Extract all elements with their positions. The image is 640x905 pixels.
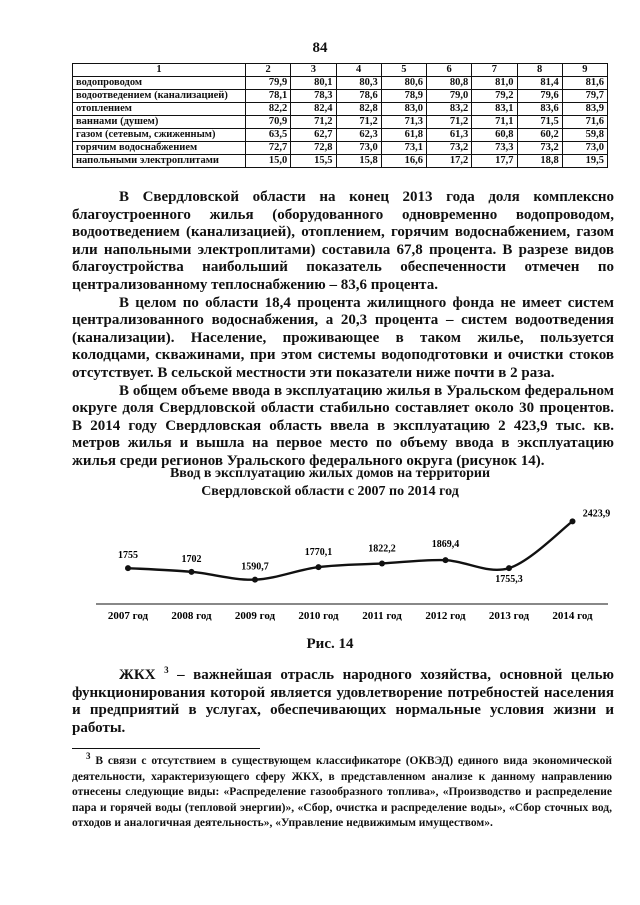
table-header-cell: 1 — [73, 64, 246, 77]
jkh-paragraph — [72, 667, 614, 737]
table-cell: 80,1 — [291, 77, 336, 90]
table-cell: 17,7 — [472, 155, 517, 168]
table-header-cell: 3 — [291, 64, 336, 77]
table-cell: 81,6 — [562, 77, 607, 90]
table-cell: 70,9 — [246, 116, 291, 129]
footnote-ref: 3 — [164, 665, 169, 675]
table-body — [73, 77, 608, 168]
row-label: газом (сетевым, сжиженным) — [73, 129, 246, 142]
row-label: напольными электроплитами — [73, 155, 246, 168]
table-header-cell: 4 — [336, 64, 381, 77]
table-cell: 72,8 — [291, 142, 336, 155]
data-label: 1755 — [118, 550, 138, 562]
table-cell: 71,2 — [336, 116, 381, 129]
x-tick-label: 2007 год — [107, 610, 149, 622]
table-cell: 81,4 — [517, 77, 562, 90]
table-cell: 71,3 — [381, 116, 426, 129]
table-cell: 73,1 — [381, 142, 426, 155]
data-label: 1822,2 — [368, 543, 396, 555]
row-label: горячим водоснабжением — [73, 142, 246, 155]
table-row — [73, 103, 608, 116]
table-header-row — [73, 64, 608, 77]
x-tick-label: 2013 год — [488, 610, 530, 622]
table-header-cell: 5 — [381, 64, 426, 77]
table-cell: 59,8 — [562, 129, 607, 142]
table-cell: 60,2 — [517, 129, 562, 142]
table-row — [73, 77, 608, 90]
chart-title — [0, 465, 640, 501]
table-header-cell: 6 — [427, 64, 472, 77]
table-cell: 79,7 — [562, 90, 607, 103]
jkh-definition: – важнейшая отрасль народного хозяйства, основной целью функционирования которой является удовлетворение потребностей населения и предприятий в услугах, обеспечивающих нормальные условия жизни и работы. — [72, 667, 615, 736]
table-cell: 73,0 — [562, 142, 607, 155]
x-tick-label: 2010 год — [298, 610, 339, 622]
table-cell: 15,0 — [246, 155, 291, 168]
table-cell: 73,0 — [336, 142, 381, 155]
row-label: отоплением — [73, 103, 246, 116]
footnote — [72, 751, 612, 832]
footnote-divider — [72, 748, 260, 749]
table-cell: 17,2 — [427, 155, 472, 168]
footnote-text: В связи с отсутствием в существующем классификаторе (ОКВЭД) единого вида экономической деятельности, характеризующего сферу ЖКХ, в представленном анализе к данному направлению отнесены следующие виды: «Распределение газообразного топлива», «Производство и распределение пара и горячей воды (тепловой энергии)», «Сбор, очистка и распределение воды», «Сбор сточных вод, отходов и аналогичная деятельность», «Управление недвижимым имуществом». — [72, 755, 612, 829]
footnote-marker: 3 — [86, 751, 91, 762]
table-cell: 82,4 — [291, 103, 336, 116]
table-cell: 79,2 — [472, 90, 517, 103]
jkh-paragraph-text — [72, 667, 614, 737]
chart-title-text: Ввод в эксплуатацию жилых домов на территории Свердловской области с 2007 по 2014 год — [169, 466, 491, 499]
table-header-cell: 2 — [246, 64, 291, 77]
x-tick-label: 2008 год — [171, 610, 212, 622]
data-point — [316, 564, 322, 570]
table-cell: 62,3 — [336, 129, 381, 142]
data-label: 1590,7 — [241, 561, 269, 573]
table-cell: 80,6 — [381, 77, 426, 90]
table-cell: 73,2 — [427, 142, 472, 155]
table-cell: 83,6 — [517, 103, 562, 116]
jkh-term: ЖКХ — [119, 667, 156, 683]
table-cell: 16,6 — [381, 155, 426, 168]
table-cell: 18,8 — [517, 155, 562, 168]
table-row — [73, 90, 608, 103]
data-point — [443, 557, 449, 563]
table-row — [73, 155, 608, 168]
row-label: водопроводом — [73, 77, 246, 90]
table-cell: 83,9 — [562, 103, 607, 116]
table-cell: 79,0 — [427, 90, 472, 103]
table-cell: 71,6 — [562, 116, 607, 129]
figure-caption: Рис. 14 — [306, 636, 354, 652]
paragraph-housing-input: В общем объеме ввода в эксплуатацию жилья в Уральском федеральном округе доля Свердловской области стабильно составляет около 30 процентов. В 2014 году Свердловская область ввела в эксплуатацию 2 423,9 тыс. кв. метров жилья и вышла на первое место по объему ввода в эксплуатацию жилья среди регионов Уральского федерального округа (рисунок 14). — [72, 382, 614, 469]
x-tick-label: 2014 год — [552, 610, 593, 622]
data-point — [379, 560, 385, 566]
table-cell: 82,2 — [246, 103, 291, 116]
table-cell: 61,8 — [381, 129, 426, 142]
table-cell: 78,1 — [246, 90, 291, 103]
table-cell: 80,3 — [336, 77, 381, 90]
table-cell: 83,2 — [427, 103, 472, 116]
table-cell: 79,6 — [517, 90, 562, 103]
data-point — [189, 569, 195, 575]
table-header-cell: 7 — [472, 64, 517, 77]
table-cell: 15,5 — [291, 155, 336, 168]
body-text-top — [72, 189, 614, 471]
table-cell: 78,9 — [381, 90, 426, 103]
table-cell: 19,5 — [562, 155, 607, 168]
table-cell: 60,8 — [472, 129, 517, 142]
table-cell: 83,0 — [381, 103, 426, 116]
table-cell: 71,2 — [427, 116, 472, 129]
data-label: 1702 — [181, 553, 202, 565]
table-header-cell: 8 — [517, 64, 562, 77]
data-label: 1770,1 — [304, 547, 333, 559]
chart-tick-layer — [96, 604, 608, 622]
table-row — [73, 116, 608, 129]
table-cell: 73,3 — [472, 142, 517, 155]
data-label: 1869,4 — [431, 539, 460, 551]
row-label: ваннами (душем) — [73, 116, 246, 129]
table-cell: 81,0 — [472, 77, 517, 90]
table-cell: 71,1 — [472, 116, 517, 129]
row-label: водоотведением (канализацией) — [73, 90, 246, 103]
data-label: 1755,3 — [495, 574, 523, 586]
x-tick-label: 2012 год — [425, 610, 466, 622]
housing-amenities-table — [72, 63, 608, 168]
table-cell: 78,3 — [291, 90, 336, 103]
table-header-cell: 9 — [562, 64, 607, 77]
chart-point-layer — [125, 518, 576, 582]
x-tick-label: 2011 год — [362, 610, 402, 622]
table-cell: 62,7 — [291, 129, 336, 142]
table-cell: 78,6 — [336, 90, 381, 103]
data-point — [125, 565, 131, 571]
table-cell: 63,5 — [246, 129, 291, 142]
table-row — [73, 129, 608, 142]
table-cell: 71,5 — [517, 116, 562, 129]
paragraph-comfort: В Свердловской области на конец 2013 года доля комплексно благоустроенного жилья (оборудованного одновременно водопроводом, водоотведением (канализацией), отоплением, горячим водоснабжением, газом или напольными электроплитами) составила 67,8 процента. В разрезе видов благоустройства наибольший показатель обеспеченности отмечен по централизованному теплоснабжению – 83,6 процента. — [72, 189, 614, 293]
series-line — [128, 521, 573, 579]
chart-line-layer — [128, 521, 573, 579]
data-point — [506, 565, 512, 571]
x-tick-label: 2009 год — [234, 610, 276, 622]
data-point — [570, 518, 576, 524]
paragraph-water-supply: В целом по области 18,4 процента жилищного фонда не имеет систем централизованного водоснабжения, а 20,3 процента – систем водоотведения (канализации). Население, проживающее в таком жилье, пользуется колодцами, скважинами, при этом системы водоподготовки и очистки стоков отсутствует. В сельской местности эти показатели ниже почти в 2 раза. — [72, 294, 614, 381]
table-cell: 72,7 — [246, 142, 291, 155]
table-cell: 71,2 — [291, 116, 336, 129]
table-row — [73, 142, 608, 155]
table-cell: 73,2 — [517, 142, 562, 155]
table-cell: 80,8 — [427, 77, 472, 90]
data-label: 2423,9 — [582, 508, 611, 520]
table-cell: 82,8 — [336, 103, 381, 116]
table-cell: 83,1 — [472, 103, 517, 116]
page-number: 84 — [312, 40, 328, 56]
data-point — [252, 577, 258, 583]
table-cell: 15,8 — [336, 155, 381, 168]
table-cell: 61,3 — [427, 129, 472, 142]
table-cell: 79,9 — [246, 77, 291, 90]
housing-input-line-chart — [72, 500, 612, 630]
